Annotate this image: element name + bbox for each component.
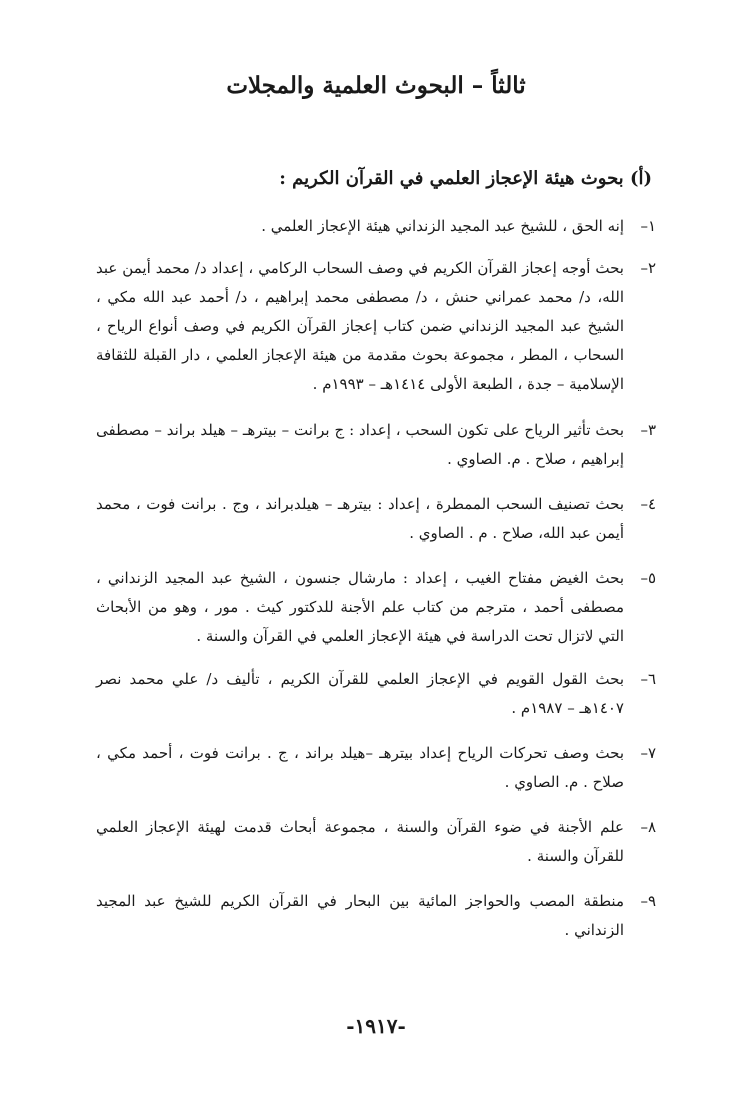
list-item xyxy=(96,212,656,241)
item-text: بحث تأثير الرياح على تكون السحب ، إعداد : ج برانت – بيترهـ – هيلد براند – مصطفى إبراهيم ، صلاح . م. الصاوي . xyxy=(96,421,624,468)
item-number: ٤– xyxy=(640,495,656,513)
list-item xyxy=(96,813,656,871)
list-item xyxy=(96,416,656,474)
item-text: بحث الغيض مفتاح الغيب ، إعداد : مارشال جنسون ، الشيخ عبد المجيد الزنداني ، مصطفى أحمد ، مترجم من كتاب علم الأجنة للدكتور كيث . مور ، وهو من الأبحاث التي لاتزال تحت الدراسة في هيئة الإعجاز العلمي في القرآن والسنة . xyxy=(96,569,624,645)
list-item xyxy=(96,739,656,797)
list-item xyxy=(96,887,656,945)
item-text: بحث تصنيف السحب الممطرة ، إعداد : بيترهـ – هيلدبراند ، وج . برانت فوت ، محمد أيمن عبد الله، صلاح . م . الصاوي . xyxy=(96,495,624,542)
item-number: ٨– xyxy=(640,818,656,836)
list-item xyxy=(96,490,656,548)
item-number: ٩– xyxy=(640,892,656,910)
item-text: علم الأجنة في ضوء القرآن والسنة ، مجموعة أبحاث قدمت لهيئة الإعجاز العلمي للقرآن والسنة . xyxy=(96,818,624,865)
item-number: ٢– xyxy=(640,259,656,277)
section-subtitle: (أ) بحوث هيئة الإعجاز العلمي في القرآن الكريم : xyxy=(279,168,652,189)
item-text: إنه الحق ، للشيخ عبد المجيد الزنداني هيئة الإعجاز العلمي . xyxy=(261,217,624,235)
item-number: ٣– xyxy=(640,421,656,439)
item-number: ١– xyxy=(640,217,656,235)
item-text: منطقة المصب والحواجز المائية بين البحار في القرآن الكريم للشيخ عبد المجيد الزنداني . xyxy=(96,892,624,939)
page-number: -١٩١٧- xyxy=(346,1014,406,1038)
page-title: ثالثاً – البحوث العلمية والمجلات xyxy=(226,72,526,99)
item-text: بحث وصف تحركات الرياح إعداد بيترهـ –هيلد براند ، ج . برانت فوت ، أحمد مكي ، صلاح . م. الصاوي . xyxy=(96,744,624,791)
references-list xyxy=(96,212,656,945)
item-text: بحث القول القويم في الإعجاز العلمي للقرآن الكريم ، تأليف د/ علي محمد نصر ١٤٠٧هـ – ١٩٨٧م . xyxy=(96,670,624,717)
list-item xyxy=(96,665,656,723)
item-number: ٧– xyxy=(640,744,656,762)
item-text: بحث أوجه إعجاز القرآن الكريم في وصف السحاب الركامي ، إعداد د/ محمد أيمن عبد الله، د/ محمد عمراني حنش ، د/ مصطفى محمد إبراهيم ، د/ أحمد عبد الله مكي ، الشيخ عبد المجيد الزنداني ضمن كتاب إعجاز القرآن الكريم في وصف أنواع الرياح ، السحاب ، المطر ، مجموعة بحوث مقدمة من هيئة الإعجاز العلمي ، دار القبلة للثقافة الإسلامية – جدة ، الطبعة الأولى ١٤١٤هـ – ١٩٩٣م . xyxy=(96,259,624,393)
list-item xyxy=(96,564,656,651)
item-number: ٥– xyxy=(640,569,656,587)
item-number: ٦– xyxy=(640,670,656,688)
list-item xyxy=(96,254,656,399)
